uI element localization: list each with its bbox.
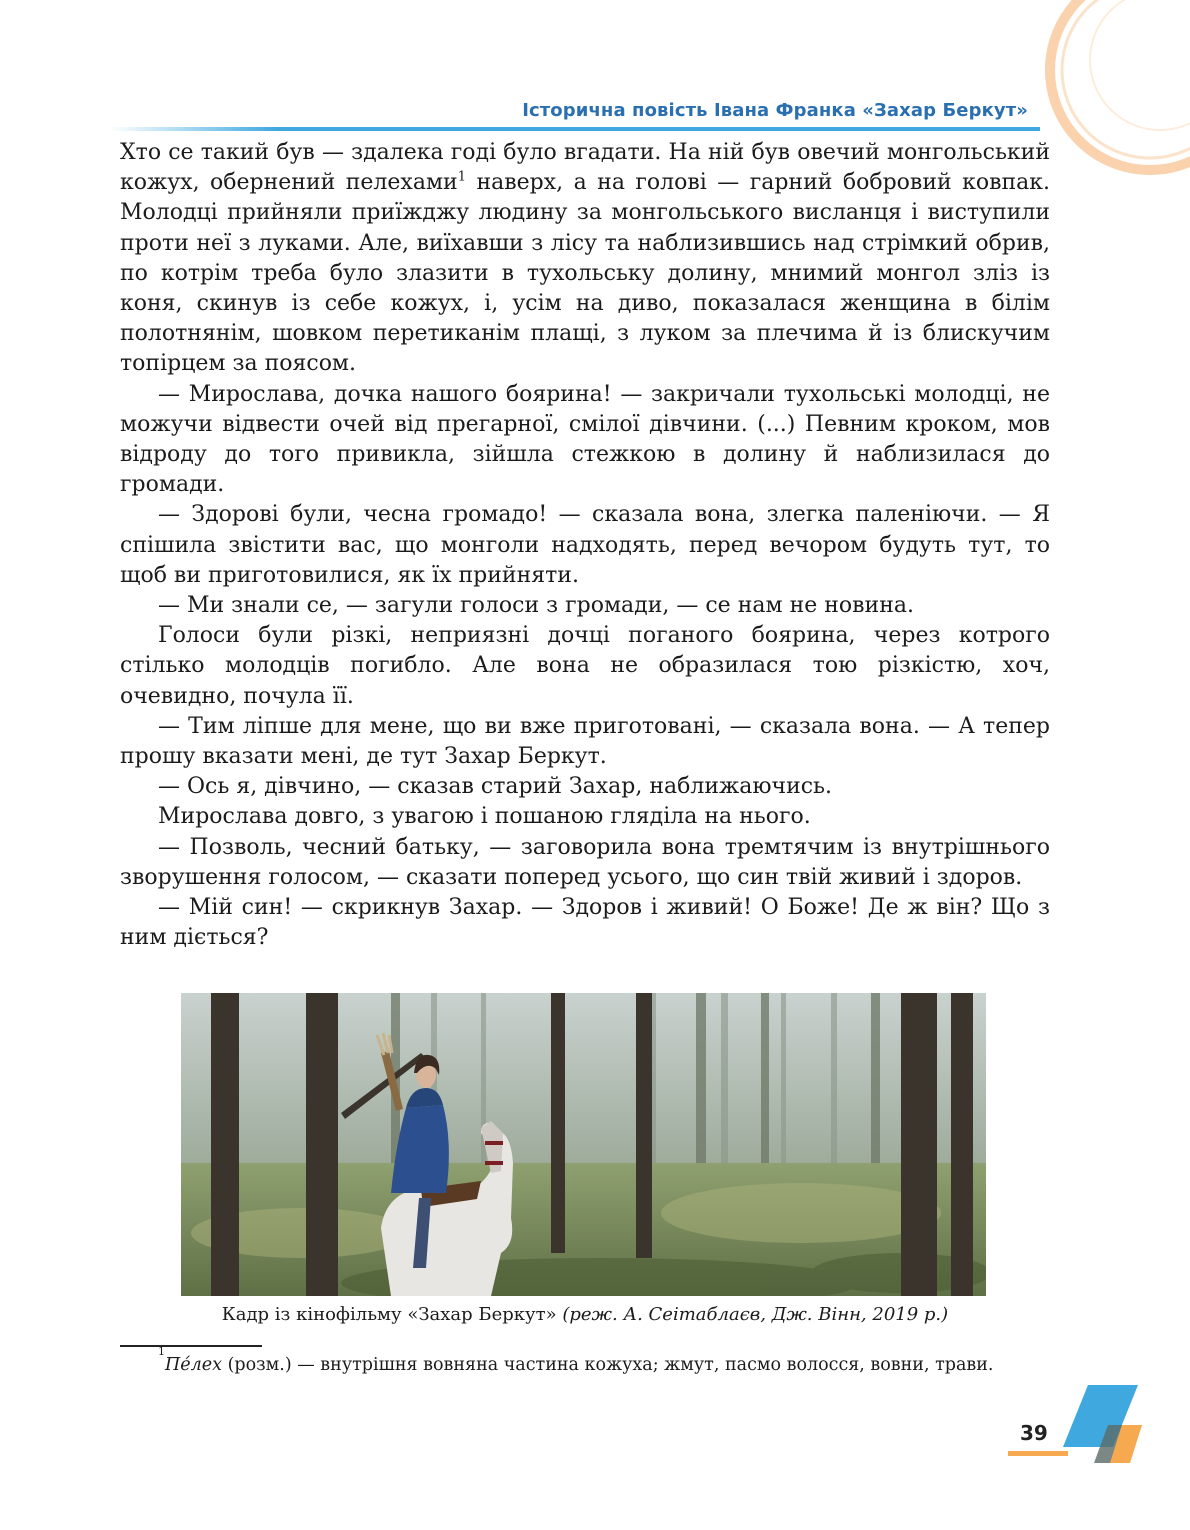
page-number: 39	[1020, 1421, 1048, 1445]
paragraph: — Мій син! — скрикнув Захар. — Здоров і живий! О Боже! Де ж він? Що з ним діється?	[120, 895, 1050, 951]
paragraph: Мирослава довго, з увагою і пошаною глядiла на нього.	[158, 804, 811, 830]
caption-credit: (реж. А. Сеітаблаєв, Дж. Вінн, 2019 р.)	[562, 1304, 949, 1325]
paragraph: — Ось я, дівчино, — сказав старий Захар, наближаючись.	[158, 774, 833, 800]
paragraph: — Тим ліпше для мене, що ви вже приготовані, — сказала вона. — А тепер прошу вказати мені, де тут Захар Беркут.	[120, 713, 1050, 770]
corner-decoration	[1060, 1385, 1190, 1465]
footnote-reference[interactable]: 1	[457, 169, 467, 185]
story-text	[120, 138, 1050, 953]
paragraph: Голоси були різкі, неприязні дочці поганого боярина, через котрого стілько молодців погибло. Але вона не образилася тою різкістю, хоч, очевидно, почула її.	[120, 623, 1050, 709]
paragraph: — Позволь, чесний батьку, — заговорила вона тремтячим із внутрішнього зворушення голосом, — сказати поперед усього, що син твій живий і здоров.	[120, 834, 1050, 890]
film-still-image	[181, 993, 986, 1296]
paragraph: — Ми знали се, — загули голоси з громади, — се нам не новина.	[158, 593, 914, 619]
header-rule	[110, 127, 1040, 131]
footnote-separator	[120, 1345, 262, 1347]
footnote	[120, 1345, 1050, 1379]
paragraph: Хто се такий був — здалека годі було вгадати. На ній був овечий монгольський кожух, обернений пелехами$^1$ наверх, а на голові — гарний бобровий ковпак. Молодці прийняли приїжджу людину за монгольського висланця і виступили проти неї з луками. Але, виїхавши з лісу та наблизившись над стрімкий обрив, по котрім треба було злазити в тухольську долину, мнимий монгол зліз із коня, скинув із себе кожух, і, усім на диво, показалася женщина в білім полотнянім, шовком перетиканім плащі, з луком за плечима й із блискучим топірцем за поясом.	[120, 140, 1050, 377]
footnote-term: Пе́лех	[165, 1355, 222, 1375]
footnote-marker: 1	[158, 1345, 165, 1358]
page-number-underline	[1008, 1451, 1068, 1456]
footnote-definition: (розм.) — внутрішня вовняна частина кожуха; жмут, пасмо волосся, вовни, трави.	[222, 1355, 994, 1375]
image-caption	[120, 1304, 1050, 1325]
caption-text: Кадр із кінофільму «Захар Беркут»	[221, 1304, 557, 1325]
paragraph: — Мирослава, дочка нашого боярина! — закричали тухольські молодці, не можучи відвести очей від прегарної, смілої дівчини. (...) Певним кроком, мов відроду до того привикла, зійшла стежкою в долину й наблизилася до громади.	[120, 381, 1050, 498]
paragraph: — Здорові були, чесна громадо! — сказала вона, злегка паленіючи. — Я спішила звістити вас, що монголи надходять, перед вечором будуть тут, то щоб ви приготовилися, як їх прийняти.	[120, 502, 1050, 588]
running-header-title: Історична повість Івана Франка «Захар Беркут»	[522, 100, 1028, 121]
